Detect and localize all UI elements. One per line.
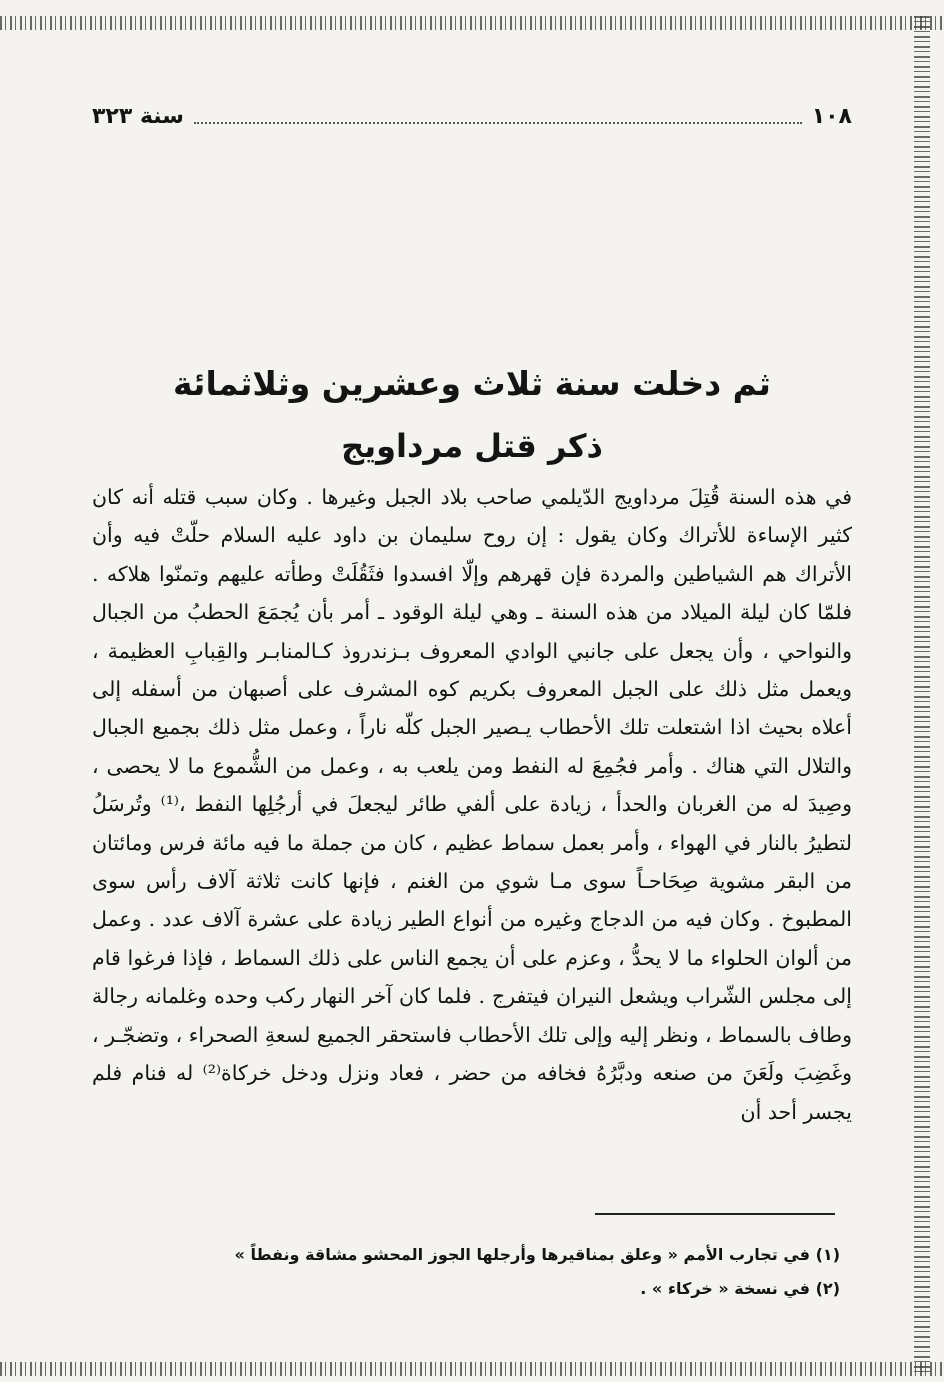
ornamental-border-right [914, 16, 930, 1376]
page-header [92, 98, 852, 134]
ornamental-border-top [0, 16, 944, 30]
dotted-leader [194, 108, 802, 124]
chapter-title: ثم دخلت سنة ثلاث وعشرين وثلاثمائة [173, 364, 771, 403]
body-text [92, 478, 852, 1131]
chapter-titles [92, 356, 852, 472]
ornamental-border-bottom [0, 1362, 944, 1376]
footnote-1: (١) في تجارب الأمم « وعلق بمناقيرها وأرجلها الجوز المحشو مشاقة ونفطاً » [234, 1245, 840, 1264]
running-year: سنة ٣٢٣ [92, 103, 184, 129]
footnote-2: (٢) في نسخة « خركاء » . [640, 1279, 840, 1298]
body-paragraph: في هذه السنة قُتِلَ مرداويج الدّيلمي صاحب بلاد الجبل وغيرها . وكان سبب قتله أنه كان كثير الإساءة للأتراك وكان يقول : إن روح سليمان بن داود عليه السلام حلّتْ فيه وأن الأتراك هم الشياطين والمردة فإن قهرهم وإلّا افسدوا فثَقُلَتْ وطأته عليهم وتمنّوا هلاكه . فلمّا كان ليلة الميلاد من هذه السنة ـ وهي ليلة الوقود ـ أمر بأن يُجمَعَ الحطبُ من الجبال والنواحي ، وأن يجعل على جانبي الوادي المعروف بـزندروذ كـالمنابـر والقِبابِ العظيمة ، ويعمل مثل ذلك على الجبل المعروف بكريم كوه المشرف على أصبهان من أسفله إلى أعلاه بحيث اذا اشتعلت تلك الأحطاب يـصير الجبل كلّه ناراً ، وعمل مثل ذلك بجميع الجبال والتلال التي هناك . وأمر فجُمِعَ له النفط ومن يلعب به ، وعمل من الشُّموع ما لا يحصى ، وصِيدَ له من الغربان والحدأ ، زيادة على ألفي طائر ليجعلَ في أرجُلِها النفط ،⁽¹⁾ وتُرسَلُ لتطيرُ بالنار في الهواء ، وأمر بعمل سماط عظيم ، كان من جملة ما فيه مائة فرس ومائتان من البقر مشوية صِحَاحـاً سوى مـا شوي من الغنم ، فإنها كانت ثلاثة آلاف رأس سوى المطبوخ . وكان فيه من الدجاج وغيره من أنواع الطير زيادة على عشرة آلاف عدد . وعمل من ألوان الحلواء ما لا يحدُّ ، وعزم على أن يجمع الناس على ذلك السماط ، فإذا فرغوا قام إلى مجلس الشّراب ويشعل النيران فيتفرج . فلما كان آخر النهار ركب وحده وغلمانه رجالة وطاف بالسماط ، ونظر إليه وإلى تلك الأحطاب فاستحقر الجميع لسعةِ الصحراء ، وتضجّـر ، وغَضِبَ ولَعَنَ من صنعه ودبَّرُهُ فخافه من حضر ، فعاد ونزل ودخل خركاة⁽²⁾ له فنام فلم يجسر أحد أن [92, 485, 852, 1124]
footnote-divider [595, 1213, 835, 1215]
page-number: ١٠٨ [811, 103, 852, 129]
section-title: ذكر قتل مرداويج [341, 427, 603, 465]
footnotes [200, 1238, 840, 1306]
